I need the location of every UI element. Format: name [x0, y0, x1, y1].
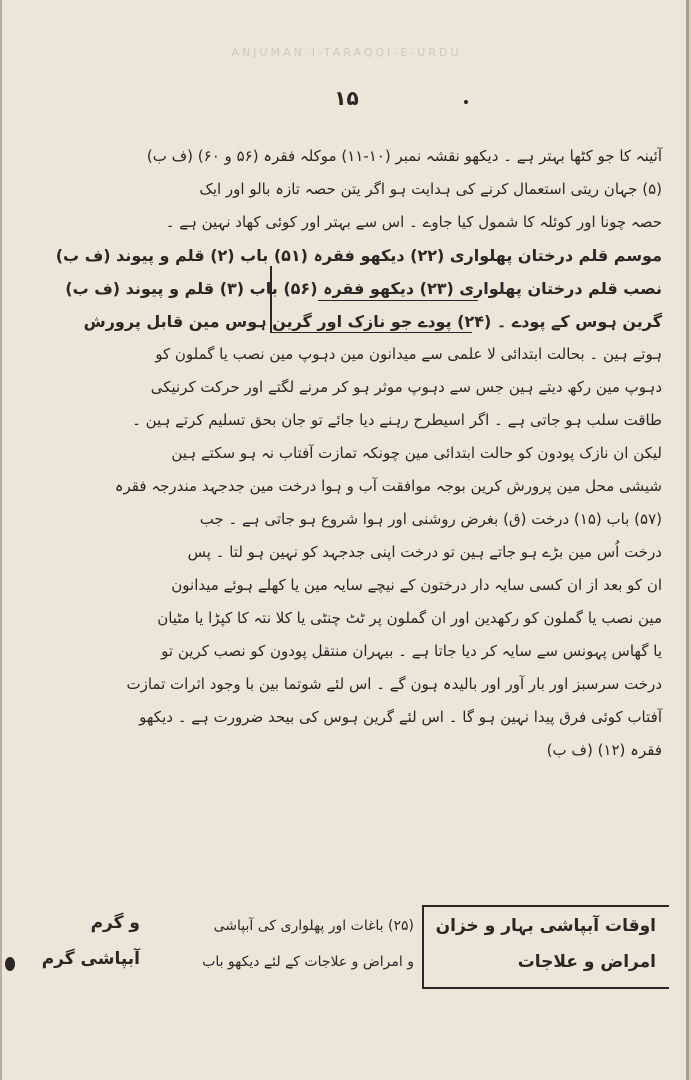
- bottom-row: [142, 944, 662, 980]
- section-heading-line: نصب قلم درختان پھلواری (۲۳) دیکھو فقرہ (۵۶) باب (۳) قلم و پیوند (ف ب): [65, 279, 662, 298]
- section-heading-line: موسم قلم درختان پھلواری (۲۲) دیکھو فقرہ (۵۱) باب (۲) قلم و پیوند (ف ب): [55, 246, 662, 265]
- text-line: (۵) جہان ریتی استعمال کرنے کی ہدایت ہو اگر یتن حصہ تازہ بالو اور ایک: [199, 180, 662, 198]
- text-line: دہوپ مین رکھ دیتے ہین جس سے دہوپ موثر ہو کر مرنے لگتے اور حرکت کرنیکی: [150, 378, 662, 396]
- body-text: [55, 140, 662, 767]
- margin-note: [20, 905, 140, 977]
- margin-note-line: و گرم: [90, 913, 140, 933]
- text-line: ہوتے ہین ۔ بحالت ابتدائی لا علمی سے میدانون مین دہوپ مین نصب یا گملون کو: [155, 345, 662, 363]
- margin-note-line: آبپاشی گرم: [41, 949, 140, 969]
- text-line: آئینہ کا جو کٹھا بہتر ہے ۔ دیکھو نقشہ نمبر (۱۰-۱۱) موکلہ فقرہ (۵۶ و ۶۰) (ف ب): [146, 147, 662, 165]
- section-heading-line: گرین ہوس کے پودے ۔ (۲۴) پودے جو نازک اور گرین ہوس مین قابل پرورش: [83, 312, 662, 331]
- bottom-row: [142, 908, 662, 944]
- text-line: درخت اُس مین بڑے ہو جاتے ہین تو درخت اپنی جدجہد کو نہین ہو لتا ۔ پس: [187, 543, 662, 561]
- text-line: درخت سرسبز اور بار آور اور بالیدہ ہون گے ۔ اس لئے شوتما بین با وجود اثرات تمازت: [126, 675, 662, 693]
- section-heading: امراض و علاجات: [517, 952, 656, 972]
- page-dot: [464, 100, 468, 104]
- section-heading: اوقات آبپاشی بہار و خزان: [435, 916, 656, 936]
- text-line: فقرہ (۱۲) (ف ب): [546, 741, 662, 759]
- text-line: ان کو بعد از ان کسی سایہ دار درختون کے نیچے سایہ مین یا کھلے ہوئے میدانون: [171, 576, 662, 594]
- section-text: و امراض و علاجات کے لئے دیکھو باب: [202, 954, 414, 970]
- text-line: آفتاب کوئی فرق پیدا نہین ہو گا ۔ اس لئے گرین ہوس کی بیحد ضرورت ہے ۔ دیکھو: [139, 708, 662, 726]
- page-number: ۱۵: [334, 86, 359, 110]
- text-line: حصہ چونا اور کوئلہ کا شمول کیا جاوے ۔ اس سے بہتر اور کوئی کھاد نہین ہے ۔: [165, 213, 662, 231]
- text-line: (۵۷) باب (۱۵) درخت (ق) بغرض روشنی اور ہوا شروع ہو جاتی ہے ۔ جب: [199, 510, 662, 528]
- bottom-section: [142, 908, 662, 980]
- text-line: یا گھاس پہونس سے سایہ کر دیا جاتا ہے ۔ بیہران منتقل پودون کو نصب کرین تو: [161, 642, 662, 660]
- watermark: ANJUMAN-I-TARAQQI-E-URDU: [231, 46, 462, 59]
- text-line: لیکن ان نازک پودون کو حالت ابتدائی مین چونکہ تمازت آفتاب نہ ہو سکتے ہین: [171, 444, 662, 462]
- text-line: مین نصب یا گملون کو رکھدین اور ان گملون پر ٹٹ چنٹی یا کلا نتہ کا کپڑا یا مٹیان: [157, 609, 662, 627]
- section-text: (۲۵) باغات اور پھلواری کی آبپاشی: [213, 918, 414, 934]
- ink-spot: [5, 957, 15, 971]
- text-line: شیشی محل مین پرورش کرین بوجہ موافقت آب و ہوا درخت مین جدجہد مندرجہ فقرہ: [114, 477, 662, 495]
- text-line: طاقت سلب ہو جاتی ہے ۔ اگر اسیطرح رہنے دیا جائے تو جان بحق تسلیم کرتے ہین ۔: [132, 411, 662, 429]
